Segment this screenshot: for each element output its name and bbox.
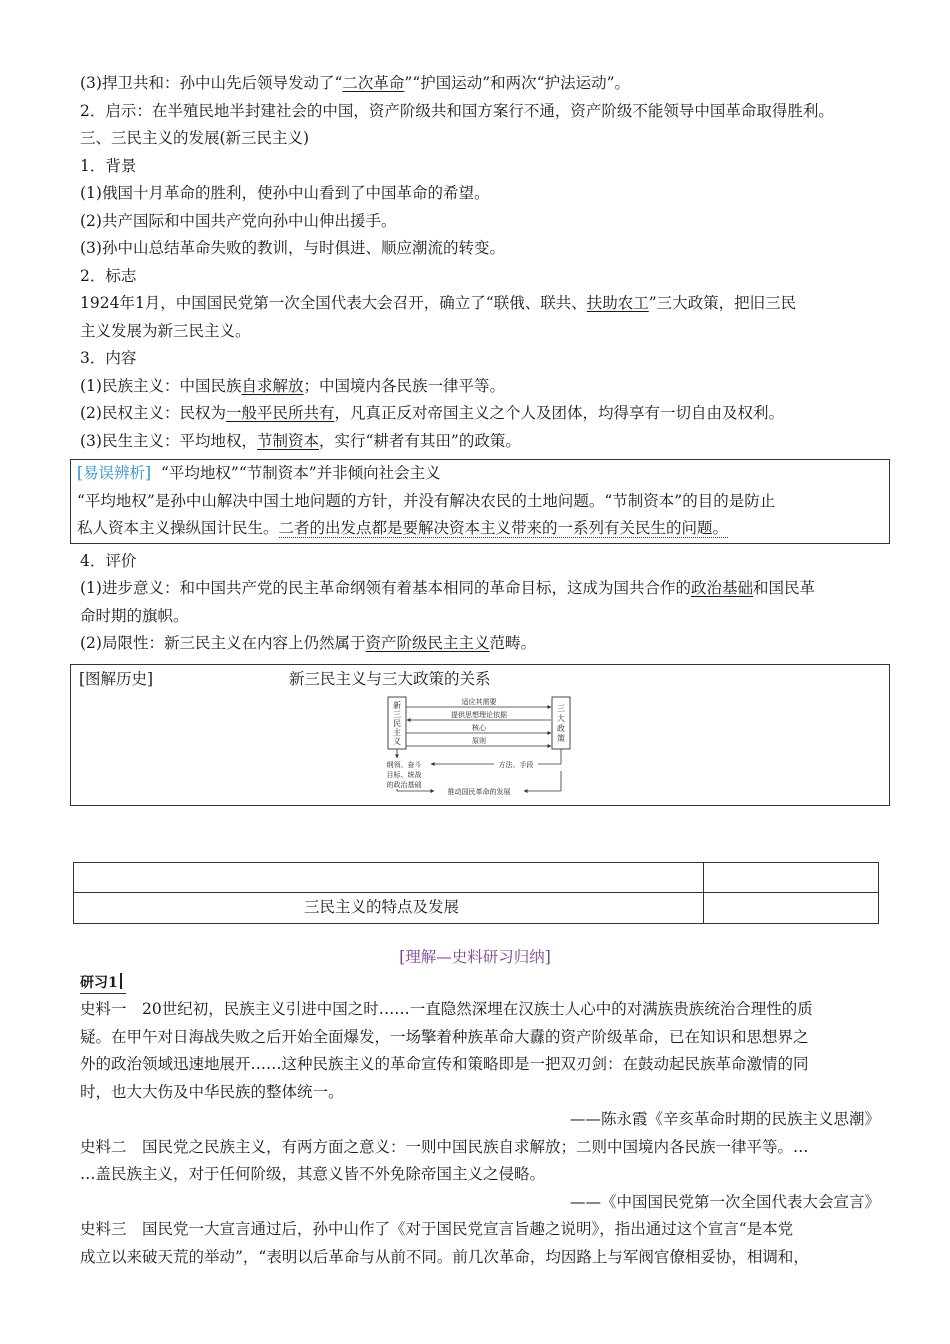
left-box-label [393, 700, 401, 746]
underlined-term: 资产阶级民主主义 [365, 634, 490, 652]
text: (1)进步意义：和中国共产党的民主革命纲领有着基本相同的革命目标，这成为国共合作的 [80, 579, 691, 597]
text: (3)捍卫共和：孙中山先后领导发动了“ [80, 74, 343, 92]
paragraph: (3)孙中山总结革命失败的教训，与时俱进、顺应潮流的转变。 [80, 239, 505, 257]
left-box-char: 主 [393, 727, 401, 737]
source-text: 史料一 20世纪初，民族主义引进中国之时……一直隐然深埋在汉族士人心中的对满族贵族统治合理性的质 [80, 1000, 813, 1018]
figure-title: 新三民主义与三大政策的关系 [289, 669, 491, 688]
dotted-underlined-text: 二者的出发点都是要解决资本主义带来的一系列有关民生的问题。 [278, 519, 729, 537]
arrow-label: 适应其需要 [461, 697, 497, 706]
figure-tag: [图解历史] [79, 669, 154, 688]
summary-table [73, 862, 879, 924]
document-body [77, 70, 880, 806]
study-tag-label: 研习1 [80, 975, 118, 991]
source-text: 时，也大大伤及中华民族的整体统一。 [80, 1082, 344, 1101]
paragraph: 主义发展为新三民主义。 [80, 321, 251, 340]
paragraph [80, 70, 880, 98]
text: ，凡真正反对帝国主义之个人及团体，均得享有一切自由及权利。 [334, 404, 784, 422]
left-box-char: 民 [393, 718, 401, 728]
left-bottom-line: 的政治基础 [386, 780, 422, 789]
paragraph: (2)共产国际和中国共产党向孙中山伸出援手。 [80, 211, 397, 230]
figure-header [79, 667, 859, 691]
section-heading: 三、三民主义的发展(新三民主义) [80, 129, 310, 147]
paragraph [80, 428, 880, 456]
note-box [70, 459, 890, 544]
paragraph [80, 575, 880, 603]
underlined-term: 一般平民所共有 [225, 404, 335, 422]
paragraph: (1)俄国十月革命的胜利，使孙中山看到了中国革命的希望。 [80, 184, 490, 202]
left-bottom-label [387, 760, 422, 789]
note-text [77, 515, 883, 543]
source-text: 史料三 国民党一大宣言通过后，孙中山作了《对于国民党宣言旨趣之说明》，指出通过这个宣言“是本党 [80, 1220, 794, 1238]
underlined-term: 政治基础 [690, 579, 753, 597]
text: (1)民族主义：中国民族 [80, 376, 242, 395]
source-citation: ——陈永霞《辛亥革命时期的民族主义思潮》 [569, 1110, 880, 1128]
note-title: “平均地权”“节制资本”并非倾向社会主义 [160, 464, 441, 482]
note-tag: [易误辨析] [77, 464, 152, 482]
text: 1924年1月，中国国民党第一次全国代表大会召开，确立了“联俄、联共、 [80, 294, 587, 312]
text: ”三大政策，把旧三民 [648, 294, 797, 312]
source-citation: ——《中国国民党第一次全国代表大会宣言》 [569, 1192, 880, 1211]
text: ”“护国运动”和两次“护法运动”。 [404, 74, 631, 92]
right-box-char: 政 [557, 723, 565, 733]
left-bottom-line: 目标、统战 [386, 770, 422, 779]
left-bottom-line: 纲领、奋斗 [386, 760, 422, 769]
source-text: 外的政治领域迅速地展开……这种民族主义的革命宣传和策略即是一把双刃剑：在鼓动起民族革命激情的同 [80, 1055, 809, 1073]
paragraph [80, 290, 880, 318]
study-tag [80, 973, 126, 994]
relationship-diagram [386, 695, 572, 803]
paragraph [80, 373, 880, 401]
paragraph [80, 400, 880, 428]
text: 范畴。 [489, 634, 536, 652]
subheading: 4．评价 [80, 551, 137, 570]
left-box-char: 义 [393, 736, 401, 746]
right-bottom-label: 方法、手段 [498, 760, 534, 769]
text: 私人资本主义操纵国计民生。 [77, 519, 279, 537]
subheading: 1．背景 [80, 156, 137, 175]
right-box-char: 三 [557, 703, 565, 713]
arrow-label: 提供思想理论依据 [451, 710, 507, 719]
underlined-term: 扶助农工 [586, 294, 649, 312]
text: (2)民权主义：民权为 [80, 404, 226, 422]
underlined-term: 二次革命 [342, 74, 405, 92]
paragraph: 命时期的旗帜。 [80, 606, 189, 625]
source-text: 疑。在甲午对日海战失败之后开始全面爆发，一场擎着种族革命大纛的资产阶级革命，已在知识和思想界之 [80, 1027, 809, 1046]
left-box-char: 新 [393, 700, 401, 710]
text: ；中国境内各民族一律平等。 [303, 376, 505, 395]
bottom-label: 推动国民革命的发展 [447, 787, 511, 796]
right-box-char: 策 [557, 733, 565, 743]
figure-box [70, 664, 890, 806]
text: (3)民生主义：平均地权， [80, 431, 257, 450]
section-title: [理解—史料研习归纳] [399, 948, 551, 966]
note-text: “平均地权”是孙中山解决中国土地问题的方针，并没有解决农民的土地问题。“节制资本”的目的是防止 [77, 491, 776, 510]
source-text: …盖民族主义，对于任何阶级，其意义皆不外免除帝国主义之侵略。 [80, 1165, 546, 1183]
note-header [77, 460, 883, 488]
arrow-label: 原则 [472, 736, 486, 745]
table-divider [703, 863, 704, 923]
source-text: 史料二 国民党之民族主义，有两方面之意义：一则中国民族自求解放；二则中国境内各民族一律平等。… [80, 1137, 809, 1156]
right-box-label [557, 704, 565, 743]
paragraph [80, 630, 880, 658]
text: 和国民革 [752, 579, 815, 597]
arrow-label: 核心 [472, 723, 486, 732]
subheading: 3．内容 [80, 349, 137, 367]
table-divider [74, 892, 878, 893]
paragraph: 2．启示：在半殖民地半封建社会的中国，资产阶级共和国方案行不通，资产阶级不能领导中国革命取得胜利。 [80, 101, 834, 120]
source-materials [80, 996, 880, 1271]
text: ，实行“耕者有其田”的政策。 [318, 431, 521, 450]
right-box-char: 大 [557, 713, 565, 723]
underlined-term: 自求解放 [241, 376, 304, 395]
subheading: 2．标志 [80, 266, 137, 285]
source-text: 成立以来破天荒的举动”，“表明以后革命与从前不同。前几次革命，均因路上与军阀官僚相妥协，相调和， [80, 1247, 809, 1266]
table-cell: 三民主义的特点及发展 [304, 898, 460, 916]
study-tag-bar [120, 973, 122, 989]
underlined-term: 节制资本 [256, 431, 319, 450]
text: (2)局限性：新三民主义在内容上仍然属于 [80, 634, 366, 652]
left-box-char: 三 [393, 709, 401, 719]
